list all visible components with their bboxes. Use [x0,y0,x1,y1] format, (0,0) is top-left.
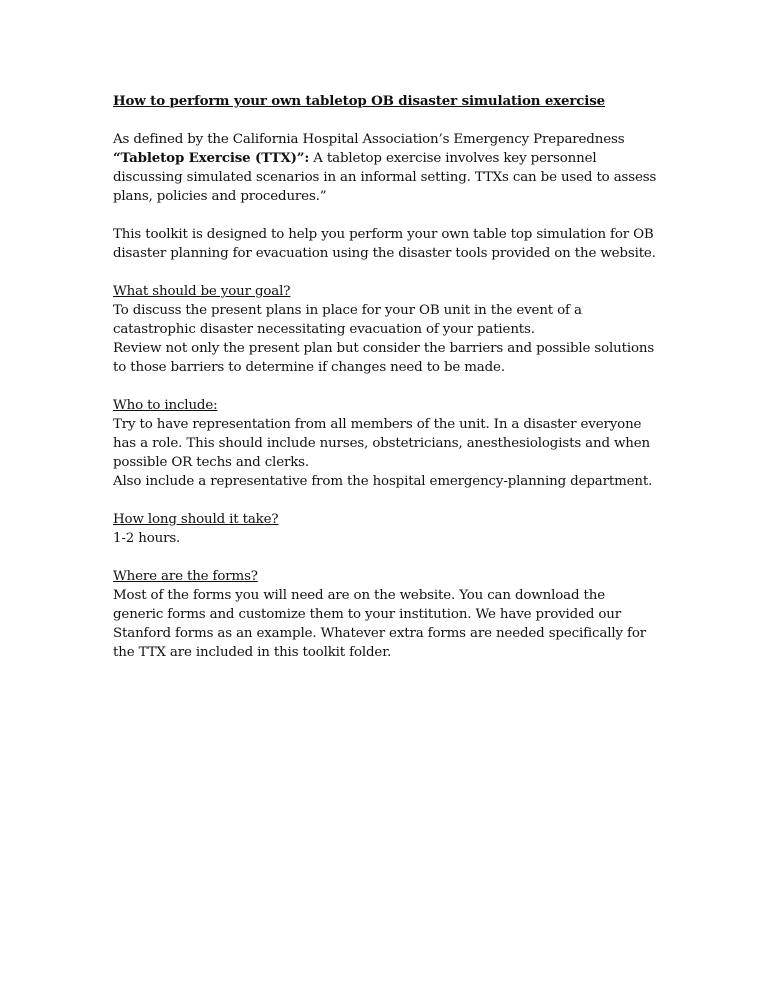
section-line: To discuss the present plans in place for your OB unit in the event of a catastrophic disaster necessitating evacuation of your patients. [113,303,582,337]
definition-intro: As defined by the California Hospital Association’s Emergency Preparedness [113,132,625,147]
section-forms [113,567,658,662]
section-goal [113,282,658,377]
section-line: Review not only the present plan but consider the barriers and possible solutions to those barriers to determine if changes need to be made. [113,341,655,375]
section-line: 1-2 hours. [113,531,181,546]
definition-paragraph [113,130,658,206]
document-page [113,92,658,681]
section-heading: Where are the forms? [113,569,258,584]
section-line: Also include a representative from the hospital emergency-planning department. [113,474,653,489]
section-duration [113,510,658,548]
section-heading: Who to include: [113,398,218,413]
section-line: Most of the forms you will need are on the website. You can download the generic forms and customize them to your institution. We have provided our Stanford forms as an example. Whatever extra forms are needed specifically for the TTX are included in this toolkit folder. [113,588,646,660]
purpose-paragraph: This toolkit is designed to help you perform your own table top simulation for OB disaster planning for evacuation using the disaster tools provided on the website. [113,227,656,261]
document-title: How to perform your own tabletop OB disaster simulation exercise [113,93,605,109]
section-who-to-include [113,396,658,491]
definition-term: “Tabletop Exercise (TTX)”: [113,150,310,166]
section-heading: How long should it take? [113,512,279,527]
definition-text: A tabletop exercise involves key personnel discussing simulated scenarios in an informal setting. TTXs can be used to assess plans, policies and procedures.” [113,151,657,204]
section-heading: What should be your goal? [113,284,291,299]
section-line: Try to have representation from all members of the unit. In a disaster everyone has a role. This should include nurses, obstetricians, anesthesiologists and when possible OR techs and clerks. [113,417,651,470]
